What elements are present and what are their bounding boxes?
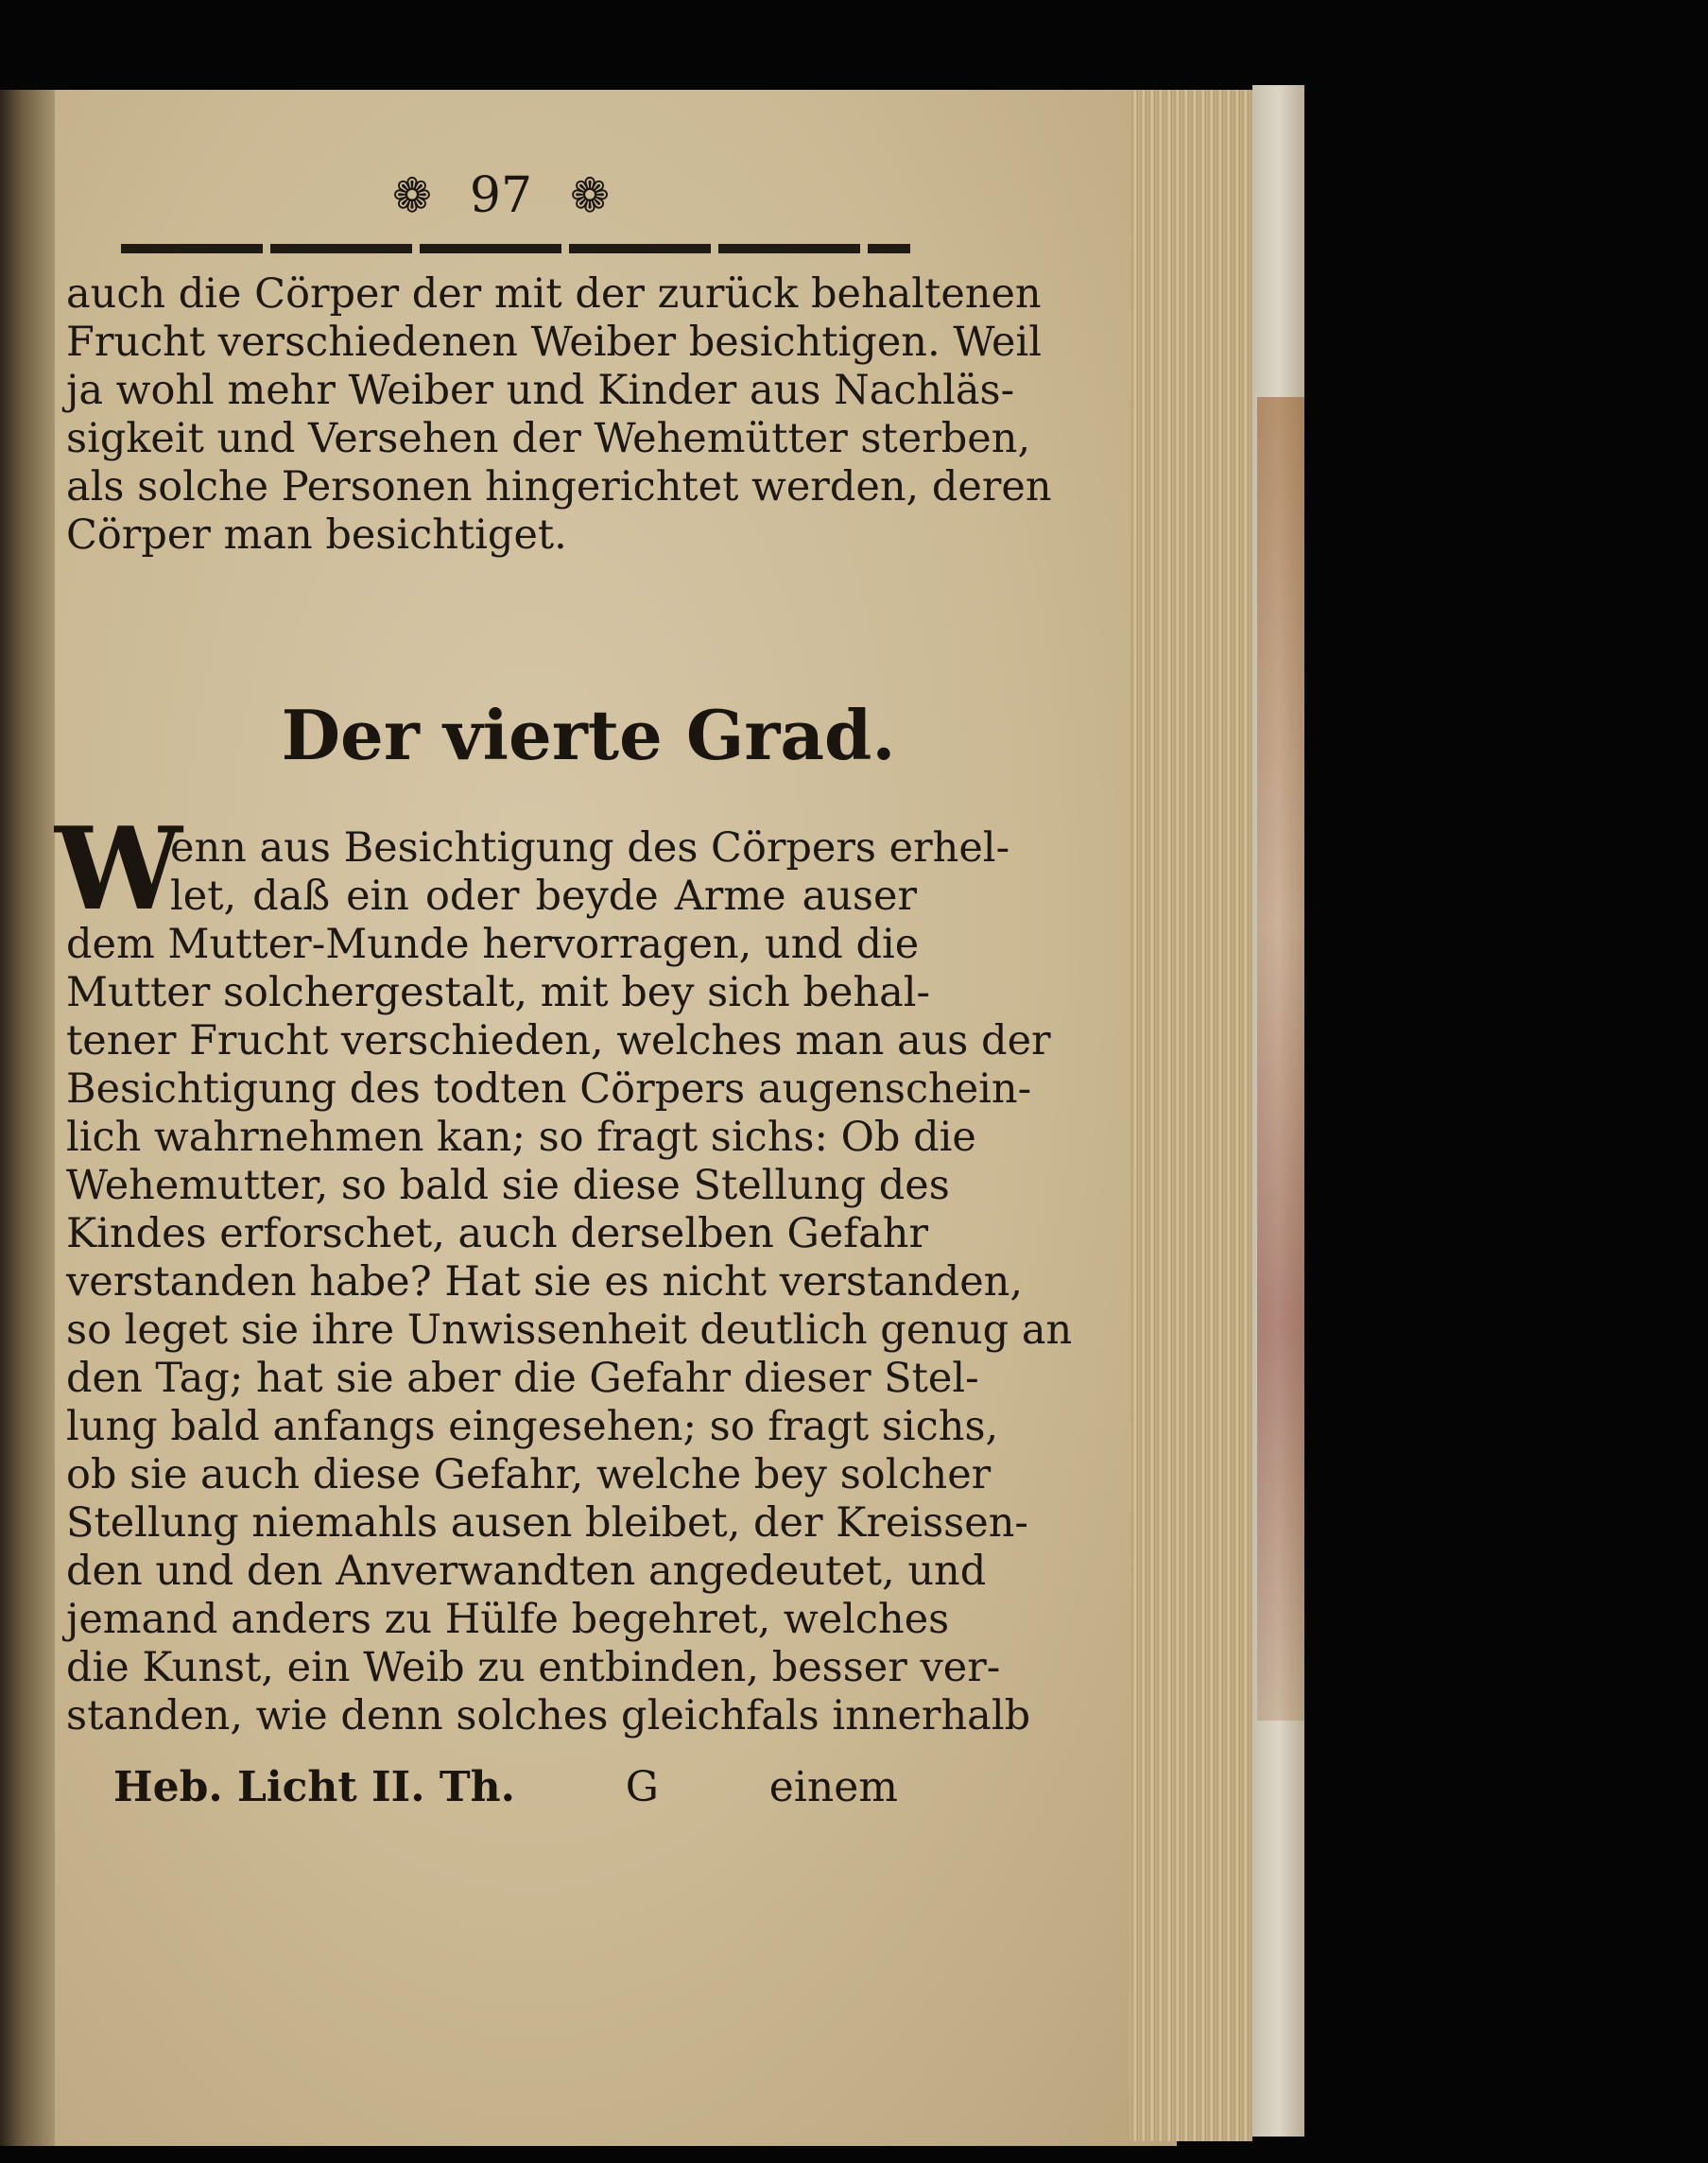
text-line: als solche Personen hingerichtet werden, deren (66, 463, 1052, 510)
signature-title: Heb. Licht II. Th. (113, 1762, 515, 1811)
book-gutter (0, 90, 55, 2146)
signature-mark: G (625, 1762, 659, 1811)
ornament-right-icon: ❁ (570, 168, 610, 223)
text-line: tener Frucht verschieden, welches man aus der (66, 1017, 1051, 1064)
drop-cap-initial: W (55, 803, 182, 936)
header-rule (121, 244, 910, 253)
ornament-left-icon: ❁ (392, 168, 432, 223)
text-line: ob sie auch diese Gefahr, welche bey solcher (66, 1451, 992, 1498)
text-line: lich wahrnehmen kan; so fragt sichs: Ob die (66, 1114, 976, 1161)
text-line: auch die Cörper der mit der zurück behaltenen (66, 270, 1042, 318)
text-line: Besichtigung des todten Cörpers augenschein- (66, 1065, 1032, 1113)
catchword: einem (768, 1762, 898, 1811)
text-line: enn aus Besichtigung des Cörpers erhel- (170, 824, 1010, 872)
text-line: dem Mutter-Munde hervorragen, und die (66, 921, 920, 968)
text-line: die Kunst, ein Weib zu entbinden, besser ver- (66, 1644, 1001, 1691)
page-footer (113, 1758, 898, 1815)
text-line: Cörper man besichtiget. (66, 511, 567, 559)
text-line: Kindes erforschet, auch derselben Gefahr (66, 1210, 929, 1257)
text-line: sigkeit und Versehen der Wehemütter sterben, (66, 415, 1031, 462)
text-line: ja wohl mehr Weiber und Kinder aus Nachläs- (66, 367, 1015, 414)
text-line: Wehemutter, so bald sie diese Stellung des (66, 1162, 950, 1209)
text-line: jemand anders zu Hülfe begehret, welches (66, 1596, 950, 1643)
text-line: verstanden habe? Hat sie es nicht verstanden, (66, 1258, 1024, 1306)
text-line: den Tag; hat sie aber die Gefahr dieser Stel- (66, 1355, 979, 1402)
text-line: so leget sie ihre Unwissenheit deutlich genug an (66, 1306, 1073, 1354)
paragraph-2 (66, 824, 1073, 1740)
cover-stain (1257, 397, 1304, 1721)
text-line: Stellung niemahls ausen bleibet, der Kreissen- (66, 1499, 1028, 1547)
text-line: den und den Anverwandten angedeutet, und (66, 1548, 987, 1595)
page-number: 97 (469, 167, 533, 224)
text-line: Frucht verschiedenen Weiber besichtigen. Weil (66, 319, 1042, 366)
paragraph-1 (66, 270, 1052, 560)
text-line: let, daß ein oder beyde Arme auser (170, 873, 917, 920)
page-header (359, 163, 643, 229)
page-edges (1130, 90, 1252, 2141)
text-line: lung bald anfangs eingesehen; so fragt sichs, (66, 1403, 999, 1450)
text-line: Mutter solchergestalt, mit bey sich behal- (66, 969, 931, 1016)
text-line: standen, wie denn solches gleichfals innerhalb (66, 1692, 1031, 1739)
section-heading: Der vierte Grad. (281, 695, 896, 775)
